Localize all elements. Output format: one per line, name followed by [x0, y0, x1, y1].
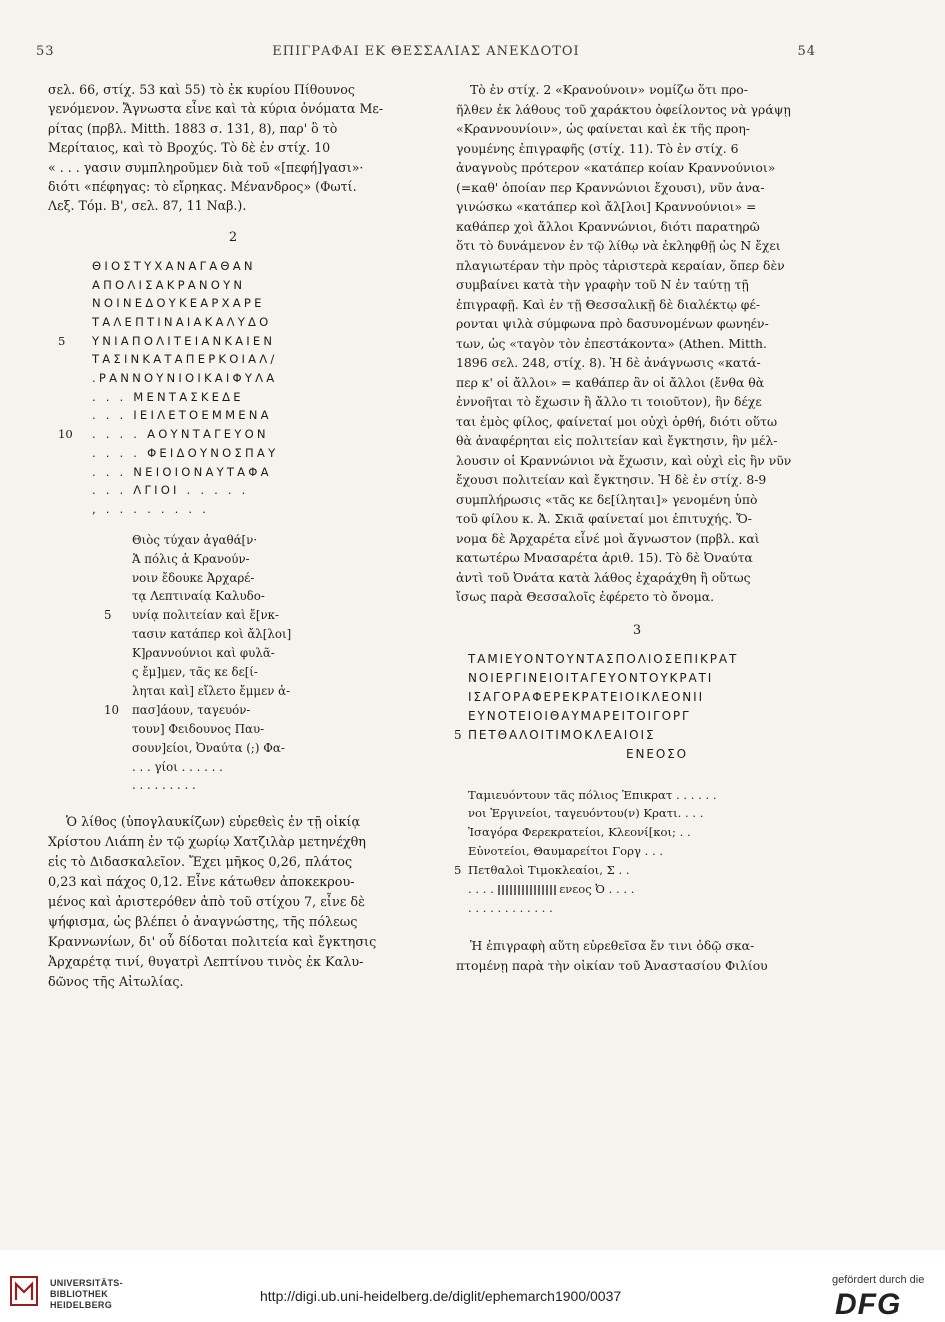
text-line: εἰς τὸ Διδασκαλεῖον. Ἔχει μῆκος 0,26, πλάτος: [48, 855, 353, 871]
inscription-line: . . . ΜΕΝΤΑΣΚΕΔΕ: [92, 389, 244, 404]
transcription-line: . . . . . . . . .: [132, 778, 196, 793]
transcription-3-minuscule: [456, 786, 818, 918]
transcription-line: Κ]ραννούνιοι καὶ φυλᾶ-: [132, 646, 275, 661]
text-line: ται ἐμὸς φίλος, φαίνεταί μοι οὐχὶ ὀρθή, διότι οὕτω: [456, 413, 778, 429]
text-line: τοῦ φίλου κ. Ἀ. Σκιᾶ φαίνεταί μοι ἐπιτυχής. Ὄ-: [456, 511, 752, 526]
right-commentary-paragraph: [456, 80, 818, 607]
text-line: ἐπιγραφῇ. Καὶ ἐν τῇ Θεσσαλικῇ δὲ διαλέκτῳ φέ-: [456, 296, 761, 312]
transcription-line: νοιν ἔδουκε Ἀρχαρέ-: [132, 570, 255, 585]
text-line: των, ὡς «ταγὸν τὸν ἐπεστάκοντα» (Athen. Mitth.: [456, 335, 767, 351]
library-name: UNIVERSITÄTS- BIBLIOTHEK HEIDELBERG: [50, 1278, 123, 1310]
text-line: Μερίταιος, καὶ τὸ Βροχύς. Τὸ δὲ ἐν στίχ. 10: [48, 140, 331, 156]
damaged-text-mark: [498, 885, 556, 895]
transcription-line: Θιὸς τύχαν ἀγαθά[ν·: [132, 532, 258, 547]
right-closing-paragraph: [456, 936, 818, 976]
inscription-line: ΕΝΕΟΣΟ: [625, 746, 688, 761]
text-line: ῆλθεν ἐκ λάθους τοῦ χαράκτου ὀφείλοντος νὰ γράψῃ: [456, 101, 791, 117]
text-line: ρίτας (πρβλ. Mitth. 1883 σ. 131, 8), παρ' ὃ τὸ: [48, 120, 338, 136]
inscription-line: ΤΑΣΙΝΚΑΤΑΠΕΡΚΟΙΑΛ/: [92, 352, 278, 367]
inscription-line: ΑΠΟΛΙΣΑΚΡΑΝΟΥΝ: [92, 277, 246, 292]
text-line: ἔχουσι πολιτείαν καὶ ἔγκτησιν. Ἡ δὲ ἐν στίχ. 8-9: [456, 472, 767, 487]
inscription-line: ΤΑΜΙΕΥΟΝΤΟΥΝΤΑΣΠΟΛΙΟΣΕΠΙΚΡΑΤ: [468, 651, 739, 666]
inscription-line: ΝΟΙΝΕΔΟΥΚΕΑΡΧΑΡΕ: [92, 296, 265, 311]
text-line: καθάπερ χοὶ ἄλλοι Κραννώνιοι, διότι παρατηρῶ: [456, 218, 760, 234]
section-number-3: 3: [632, 622, 642, 638]
transcription-2-minuscule: [48, 531, 418, 796]
inscription-line: .ΡΑΝΝΟΥΝΙΟΙΚΑΙΦΥΛΑ: [92, 371, 278, 386]
inscription-line: ΙΣΑΓΟΡΑΦΕΡΕΚΡΑΤΕΙΟΙΚΛΕΟΝΙΙ: [468, 689, 705, 704]
university-library-logo-icon: [10, 1276, 38, 1306]
inscription-line: 10 . . . . ΑΟΥΝΤΑΓΕΥΟΝ: [58, 427, 269, 442]
inscription-line: ΘΙΟΣΤΥΧΑΝΑΓΑΘΑΝ: [92, 258, 256, 273]
inscription-line: ΝΟΙΕΡΓΙΝΕΙΟΙΤΑΓΕΥΟΝΤΟΥΚΡΑΤΙ: [468, 670, 714, 685]
transcription-line: 10 πασ]άουν, ταγευόν-: [104, 702, 251, 717]
text-line: γενόμενον. Ἄγνωστα εἶνε καὶ τὰ κύρια ὀνόματα Με-: [48, 101, 384, 117]
text-line: δῶνος τῆς Αἰτωλίας.: [48, 975, 184, 991]
transcription-line: . . . γίοι . . . . . .: [132, 759, 223, 774]
text-line: « . . . γασιν συμπληροῦμεν διὰ τοῦ «[πεφή]γασι»·: [48, 159, 364, 175]
page-number-right: 54: [797, 44, 816, 59]
text-line: γουμένης ἐπιγραφῆς (στίχ. 11). Τὸ ἐν στίχ. 6: [456, 140, 739, 156]
text-line: «Κραννουνίοιν», ὡς φαίνεται καὶ ἐκ τῆς προη-: [456, 121, 750, 136]
text-line: 0,23 καὶ πάχος 0,12. Εἶνε κάτωθεν ἀποκεκρου-: [48, 875, 355, 891]
text-line: Κραννωνίων, δι' οὗ δίδοται πολιτεία καὶ ἔγκτησις: [48, 935, 377, 951]
text-line: λουσιν οἱ Κραννώνιοι νὰ ἔχωσιν, καὶ οὐχὶ εἰς ἣν νῦν: [456, 452, 792, 468]
text-line: διότι «πέφηγας: τὸ εἴρηκας. Μένανδρος» (Φωτί.: [48, 179, 357, 195]
inscription-line: . . . . ΦΕΙΔΟΥΝΟΣΠΑΥ: [92, 445, 279, 460]
inscription-line: ΤΑΛΕΠΤΙΝΑΙΑΚΑΛΥΔΟ: [92, 314, 272, 329]
text-line: ἀναγνοὺς πρότερον «κατάπερ κοίαν Κραννούνιοι»: [456, 160, 776, 175]
left-commentary-paragraph: [48, 813, 418, 993]
text-line: Χρίστου Λιάπη ἐν τῷ χωρίῳ Χατζιλὰρ μετηνέχθη: [48, 835, 366, 851]
funded-by-text: gefördert durch die: [832, 1274, 925, 1286]
transcription-line: Εὐνοτείοι, Θαυμαρείτοι Γοργ . . .: [468, 844, 664, 859]
text-line: 1896 σελ. 248, στίχ. 8). Ἡ δὲ ἀνάγνωσις «κατά-: [456, 355, 761, 370]
text-line: μένος καὶ ἀριστερόθεν ἀπὸ τοῦ στίχου 7, εἶνε δὲ: [48, 895, 365, 911]
text-line: Λεξ. Τόμ. Β', σελ. 87, 11 Ναβ.).: [48, 198, 247, 214]
text-line: κατωτέρω Μνασαρέτα ἀριθ. 15). Τὸ δὲ Ὀναύτα: [456, 550, 753, 565]
transcription-line: τᾳ Λεπτιναίᾳ Καλυδο-: [132, 589, 265, 604]
left-column: [48, 80, 418, 993]
text-line: σελ. 66, στίχ. 53 καὶ 55) τὸ ἐκ κυρίου Πίθουνος: [48, 82, 355, 97]
text-line: ψήφισμα, ὡς βλέπει ὁ ἀναγνώστης, τῆς πόλεως: [48, 915, 358, 931]
text-line: πλαγιωτέραν τὴν πρὸς τἀριστερὰ κεραίαν, ὅπερ δὲν: [456, 257, 785, 273]
running-title: ΕΠΙΓΡΑΦΑΙ ΕΚ ΘΕΣΣΑΛΙΑΣ ΑΝΕΚΔΟΤΟΙ: [272, 44, 580, 59]
source-url-link[interactable]: http://digi.ub.uni-heidelberg.de/diglit/ephemarch1900/0037: [260, 1288, 622, 1304]
inscription-line: . . . ΛΓΙΟΙ . . . . .: [92, 483, 249, 498]
text-line: ἐννοῆται τὸ ἔχωσιν ἢ ἄλλο τι τοιοῦτον), ἣν δέχε: [456, 394, 762, 409]
inscription-line: 5 ΥΝΙΑΠΟΛΙΤΕΙΑΝΚΑΙΕΝ: [58, 333, 276, 348]
transcription-line: . . . . ενεος Ὀ . . . .: [468, 882, 635, 897]
transcription-line: 5 υνίᾳ πολιτείαν καὶ ἔ[νκ-: [104, 608, 279, 623]
text-line: νομα δὲ Ἀρχαρέτα εἶνέ μοὶ ἄγνωστον (πρβλ. καὶ: [456, 530, 760, 546]
left-intro-paragraph: [48, 80, 418, 216]
text-line: Τὸ ἐν στίχ. 2 «Κρανούνοιν» νομίζω ὅτι προ-: [470, 82, 748, 97]
text-line: ὅτι τὸ δυνάμενον ἐν τῷ λίθῳ νὰ ἐκληφθῇ ὡς Ν ἔχει: [456, 238, 781, 253]
transcription-line: Ἰσαγόρα Φερεκρατείοι, Κλεονί[κοι; . .: [468, 825, 691, 840]
inscription-3-majuscule: [456, 650, 818, 764]
text-line: Ὁ λίθος (ὑπογλαυκίζων) εὑρεθεὶς ἐν τῇ οἰκίᾳ: [66, 815, 361, 831]
text-line: πτομένῃ παρὰ τὴν οἰκίαν τοῦ Ἀναστασίου Φιλίου: [456, 957, 768, 973]
dfg-logo: DFG: [835, 1288, 902, 1321]
text-line: ρονται ψιλὰ σύμφωνα πρὸ δασυνομένων φωνηέν-: [456, 316, 769, 331]
inscription-2-majuscule: [48, 257, 418, 519]
inscription-line: . . . ΝΕΙΟΙΟΝΑΥΤΑΦΑ: [92, 464, 272, 479]
text-line: περ κ' οἱ ἄλλοι» = καθάπερ ἂν οἱ ἄλλοι (ἔνθα θὰ: [456, 374, 765, 390]
transcription-line: Ἁ πόλις ἁ Κρανούν-: [132, 551, 250, 566]
transcription-line: τουν] Φειδουνος Παυ-: [132, 721, 265, 736]
inscription-line: , . . . . . . . .: [92, 501, 210, 516]
text-line: (=καθ' ὁποίαν περ Κραννώνιοι ἔχουσι), νῦν ἀνα-: [456, 179, 765, 195]
transcription-line: Ταμιευόντουν τᾶς πόλιος Ἐπικρατ . . . . . .: [468, 787, 717, 802]
text-line: γινώσκω «κατάπερ κοὶ ἄλ[λοι] Κραννούνιοι» =: [456, 199, 757, 214]
inscription-line: . . . ΙΕΙΛΕΤΟΕΜΜΕΝΑ: [92, 408, 272, 423]
text-line: Ἀρχαρέτᾳ τινί, θυγατρὶ Λεπτίνου τινὸς ἐκ Καλυ-: [48, 955, 364, 971]
text-line: συμβαίνει κατὰ τὴν γραφὴν τοῦ Ν ἐν ταύτῃ τῇ: [456, 277, 749, 292]
inscription-line: ΕΥΝΟΤΕΙΟΙΘΑΥΜΑΡΕΙΤΟΙΓΟΡΓ: [468, 708, 691, 723]
text-line: θὰ ἀναφέρηται εἰς πολιτείαν καὶ ἔγκτησιν, ἣν μέλ-: [456, 433, 778, 448]
transcription-line: νοι Ἐργινείοι, ταγευόντου(ν) Κρατι. . . .: [468, 806, 704, 821]
text-line: ἀντὶ τοῦ Ὀνάτα κατὰ λάθος ἐχαράχθη ἢ οὕτως: [456, 569, 751, 585]
transcription-line: σουν]είοι, Ὀναύτα (;) Φα-: [132, 740, 285, 755]
transcription-line: . . . . . . . . . . . .: [468, 900, 553, 915]
transcription-line: τασιν κατάπερ κοὶ ἄλ[λοι]: [132, 627, 292, 642]
page-number-left: 53: [36, 44, 55, 59]
transcription-line: ληται καὶ] εἴλετο ἔμμεν ἁ-: [132, 683, 291, 698]
transcription-line: ς ἔμ]μεν, τᾶς κε δε[ί-: [132, 665, 258, 680]
right-column: [456, 80, 818, 976]
section-number-2: 2: [228, 229, 238, 245]
text-line: συμπλήρωσις «τᾶς κε δε[ίληται]» γενομένη ὑπὸ: [456, 491, 758, 507]
transcription-line: 5 Πετθαλοὶ Τιμοκλεαίοι, Σ . .: [454, 863, 630, 878]
text-line: Ἡ ἐπιγραφὴ αὕτη εὑρεθεῖσα ἔν τινι ὁδῷ σκα-: [470, 937, 755, 953]
text-line: ἴσως παρὰ Θεσσαλοῖς ἐφέρετο τὸ ὄνομα.: [456, 589, 715, 604]
inscription-line: 5 ΠΕΤΘΑΛΟΙΤΙΜΟΚΛΕΑΙΟΙΣ: [454, 727, 656, 742]
